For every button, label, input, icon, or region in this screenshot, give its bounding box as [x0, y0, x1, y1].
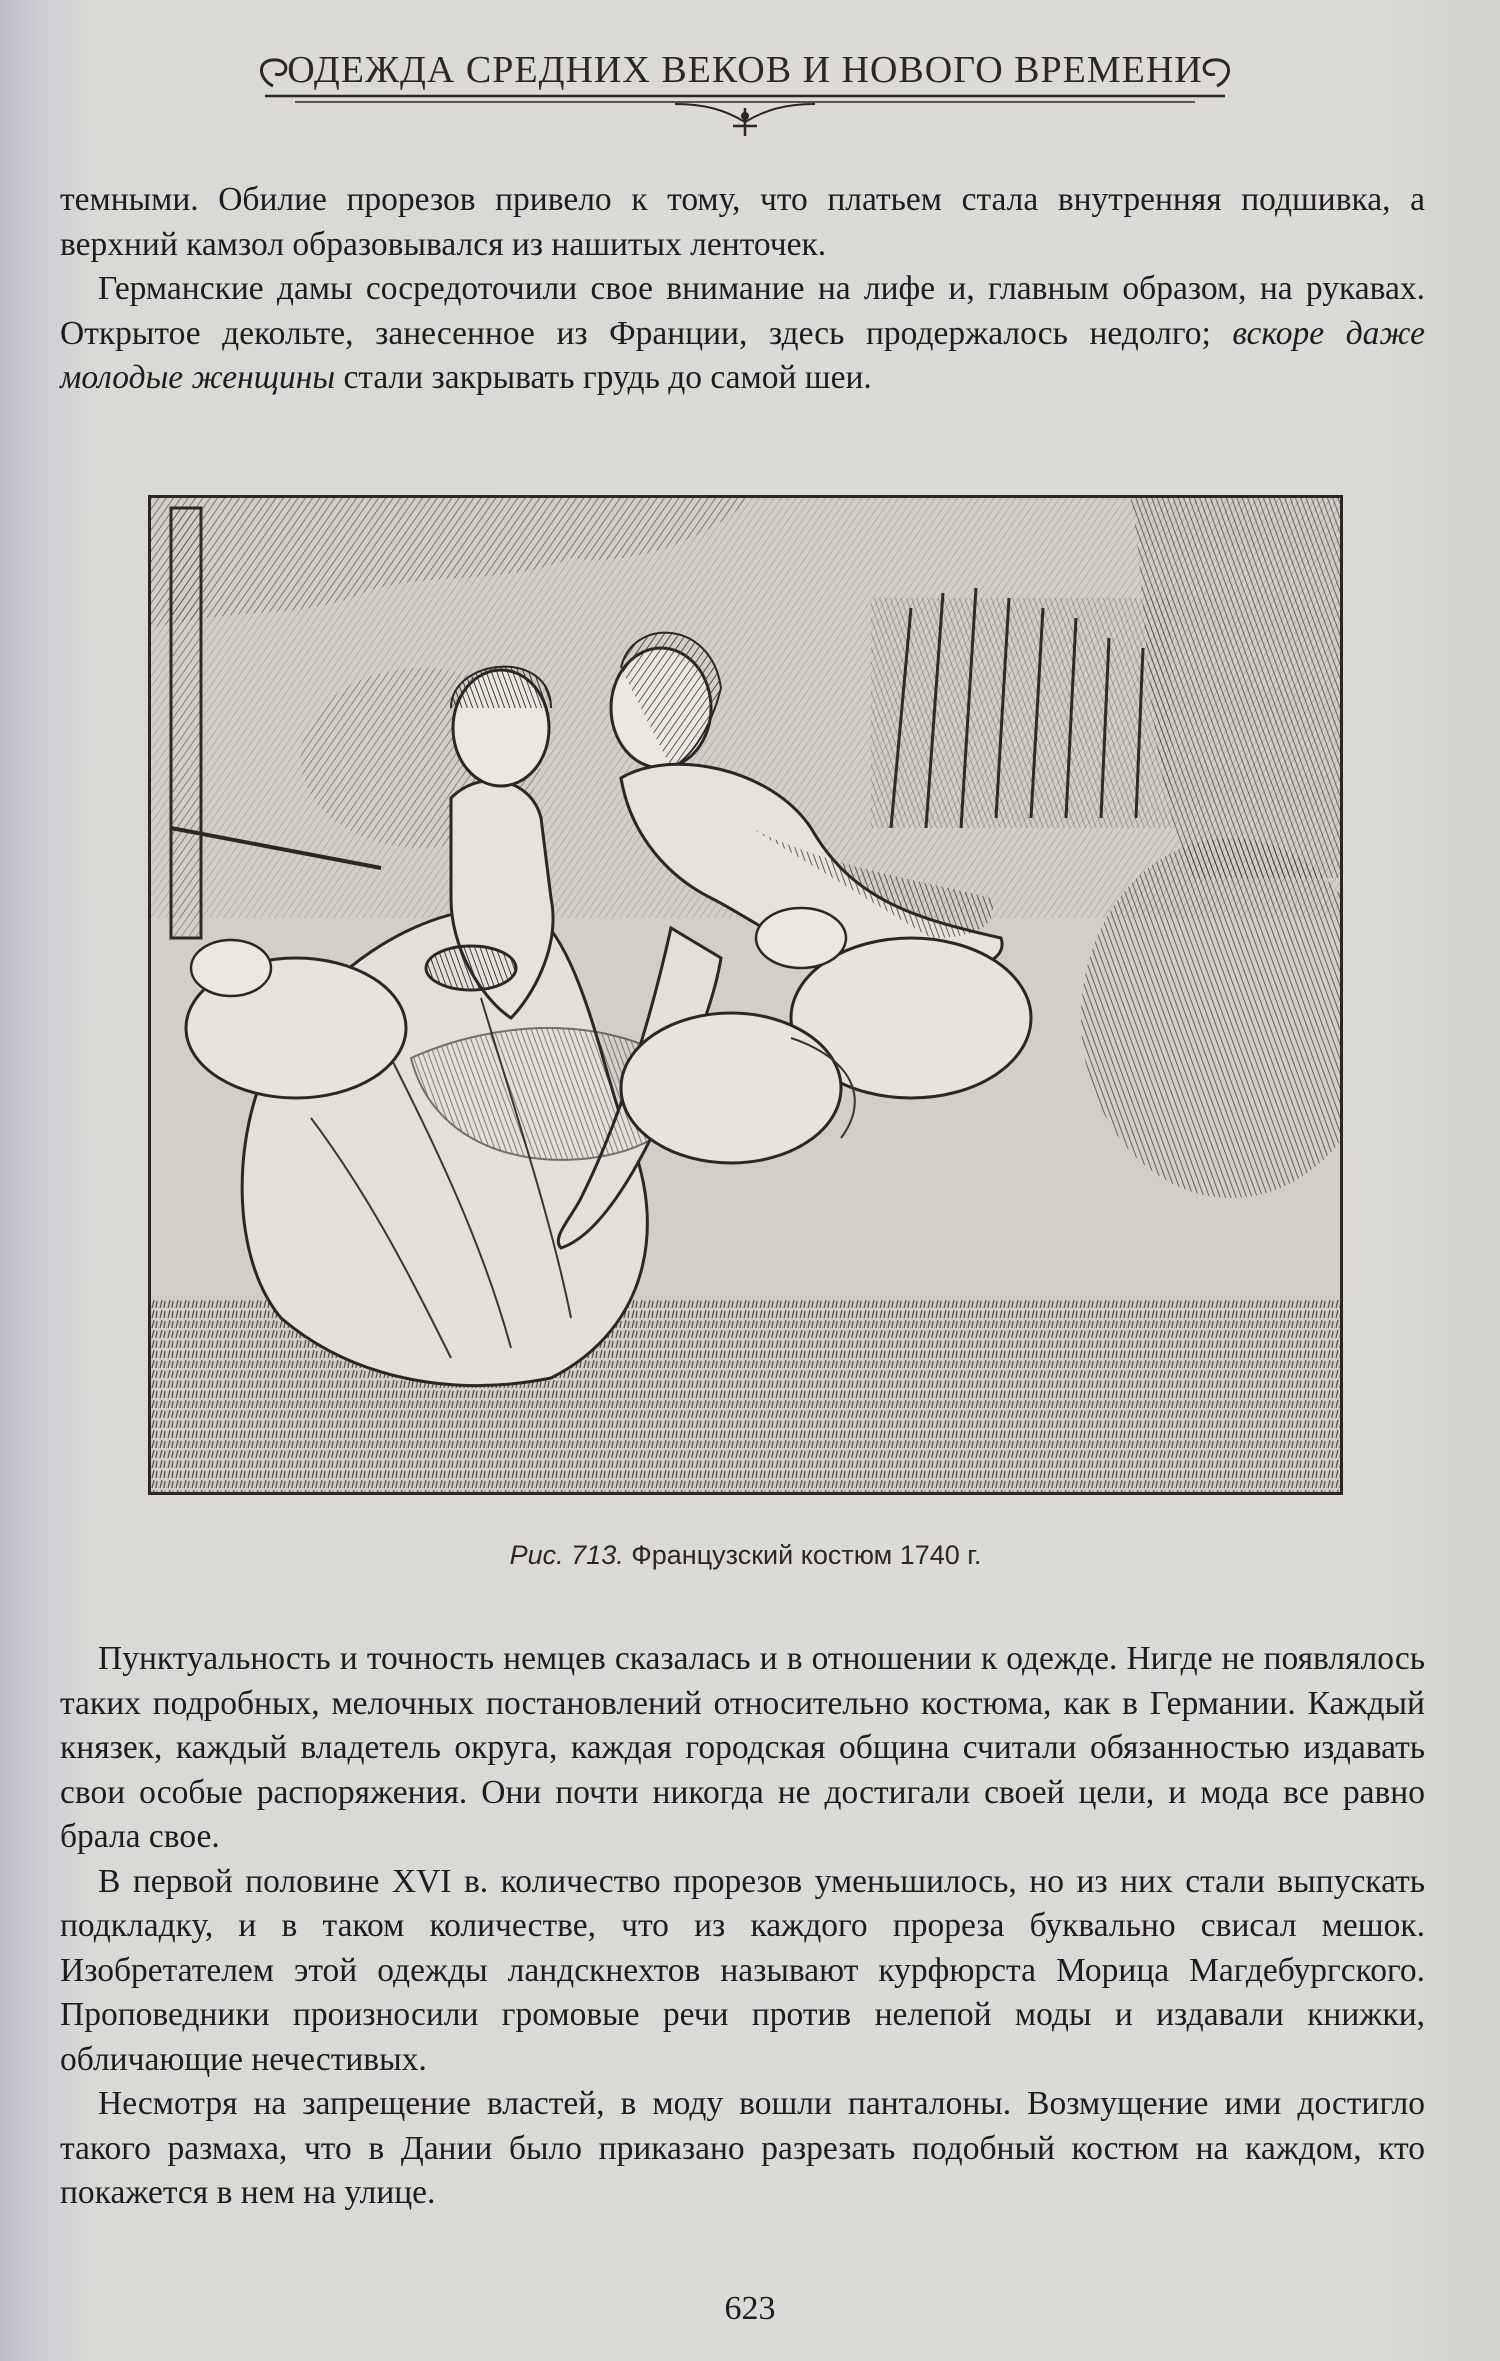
paragraph-tail: стали закрывать грудь до самой шеи. — [335, 359, 872, 396]
paragraph-lead: Германские дамы сосредоточили свое внимание на лифе и, главным образом, на рукавах. Открытое декольте, занесенное из Франции, здесь продержалось недолго; — [60, 270, 1425, 352]
figure-caption-text: Французский костюм 1740 г. — [631, 1540, 982, 1570]
paragraph-italic: вскоре даже молодые женщины — [60, 314, 1425, 396]
running-header — [255, 38, 1235, 138]
engraving-artwork — [151, 498, 1340, 1492]
bottom-text-block — [60, 1637, 1425, 2216]
paragraph: Пунктуальность и точность немцев сказалась и в отношении к одежде. Нигде не появлялось таких подробных, мелочных постановлений относительно костюма, как в Германии. Каждый князек, каждый владетель округа, каждая городская община считали обязанностью издавать свои особые распоряжения. Они почти никогда не достигали своей цели, и мода все равно брала свое. — [60, 1640, 1425, 1855]
paragraph: темными. Обилие прорезов привело к тому, что платьем стала внутренняя подшивка, а верхний камзол образовывался из нашитых ленточек. — [60, 181, 1425, 263]
paragraph: В первой половине XVI в. количество прорезов уменьшилось, но из них стали выпускать подкладку, и в таком количестве, что из каждого прореза буквально свисал мешок. Изобретателем этой одежды ландскнехтов называют курфюрста Морица Магдебургского. Проповедники произносили громовые речи против нелепой моды и издавали книжки, обличающие нечестивых. — [60, 1862, 1425, 2078]
engraving-illustration — [148, 495, 1343, 1495]
page-number: 623 — [724, 2290, 776, 2327]
header-title: ОДЕЖДА СРЕДНИХ ВЕКОВ И НОВОГО ВРЕМЕНИ — [287, 49, 1203, 91]
figure-caption-label: Рис. 713. — [509, 1540, 624, 1570]
paragraph — [60, 267, 1425, 401]
figure-caption — [148, 1540, 1343, 1571]
paragraph: Несмотря на запрещение властей, в моду вошли панталоны. Возмущение ими достигло такого размаха, что в Дании было приказано разрезать подобный костюм на каждом, кто покажется в нем на улице. — [60, 2085, 1425, 2211]
top-text-block — [60, 178, 1425, 401]
